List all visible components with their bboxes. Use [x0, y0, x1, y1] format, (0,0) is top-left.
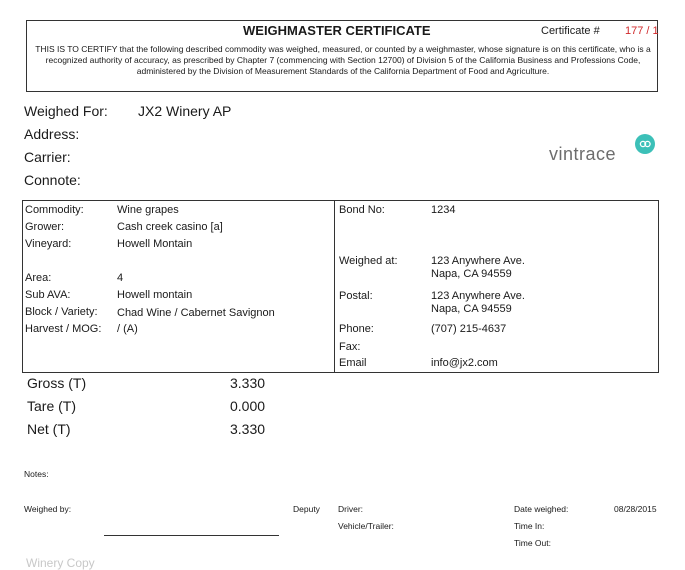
gross-value: 3.330	[230, 375, 266, 391]
vintrace-logo-badge-icon	[635, 134, 655, 154]
copy-watermark: Winery Copy	[26, 556, 95, 570]
postal-label: Postal:	[339, 290, 373, 302]
grower-label: Grower:	[25, 221, 65, 233]
time-in-label: Time In:	[514, 521, 545, 531]
date-weighed-label: Date weighed:	[514, 504, 569, 514]
vintrace-logo: vintrace	[549, 144, 617, 164]
area-label: Area:	[25, 272, 52, 284]
weighed-for-label: Weighed For:	[24, 103, 108, 119]
connote-label: Connote:	[24, 172, 81, 188]
email-label: Email	[339, 357, 367, 369]
commodity-value: Wine grapes	[117, 204, 179, 216]
time-out-label: Time Out:	[514, 538, 551, 548]
notes-label: Notes:	[24, 469, 49, 479]
bond-value: 1234	[431, 204, 456, 216]
weighed-at-line1: 123 Anywhere Ave.	[431, 255, 525, 267]
commodity-label: Commodity:	[25, 204, 84, 216]
deputy-label: Deputy	[293, 504, 320, 514]
driver-label: Driver:	[338, 504, 364, 514]
weighed-at-line2: Napa, CA 94559	[431, 268, 512, 280]
bond-label: Bond No:	[339, 204, 385, 216]
details-divider	[334, 200, 335, 373]
vineyard-label: Vineyard:	[25, 238, 72, 250]
postal-line1: 123 Anywhere Ave.	[431, 290, 525, 302]
certification-statement: THIS IS TO CERTIFY that the following described commodity was weighed, measured, or counted by a weighmaster, whose signature is on this certificate, who is a recognized authority of accuracy, as prescribed by Chapter 7 (commencing with Section 12700) of Division 5 of the California Business and Professions Code, administered by the Division of Measurement Standards of the California Department of Food and Agriculture.	[35, 44, 651, 76]
harvest-mog-value: / (A)	[117, 323, 138, 335]
harvest-mog-label: Harvest / MOG:	[25, 323, 102, 335]
weighed-by-label: Weighed by:	[24, 504, 72, 514]
sub-ava-label: Sub AVA:	[25, 289, 71, 301]
certificate-number-label: Certificate #	[541, 25, 600, 37]
phone-label: Phone:	[339, 323, 374, 335]
document-title: WEIGHMASTER CERTIFICATE	[243, 23, 431, 38]
block-variety-label: Block / Variety:	[25, 306, 98, 318]
gross-label: Gross (T)	[27, 375, 87, 391]
net-value: 3.330	[230, 421, 266, 437]
area-value: 4	[117, 272, 124, 284]
net-label: Net (T)	[27, 421, 71, 437]
vineyard-value: Howell Montain	[117, 238, 193, 250]
email-value: info@jx2.com	[431, 357, 498, 369]
sub-ava-value: Howell montain	[117, 289, 193, 301]
block-variety-value: Chad Wine / Cabernet Savignon	[117, 307, 275, 319]
vehicle-trailer-label: Vehicle/Trailer:	[338, 521, 394, 531]
tare-label: Tare (T)	[27, 398, 76, 414]
tare-value: 0.000	[230, 398, 266, 414]
signature-line	[104, 535, 279, 536]
weighed-for-value: JX2 Winery AP	[138, 103, 232, 119]
postal-line2: Napa, CA 94559	[431, 303, 512, 315]
certificate-header	[26, 20, 658, 92]
address-label: Address:	[24, 126, 80, 142]
phone-value: (707) 215-4637	[431, 323, 507, 335]
weighed-at-label: Weighed at:	[339, 255, 398, 267]
carrier-label: Carrier:	[24, 149, 71, 165]
grower-value: Cash creek casino [a]	[117, 221, 223, 233]
date-weighed-value: 08/28/2015	[614, 504, 657, 514]
fax-label: Fax:	[339, 341, 361, 353]
certificate-number: 177 / 1	[625, 25, 659, 37]
